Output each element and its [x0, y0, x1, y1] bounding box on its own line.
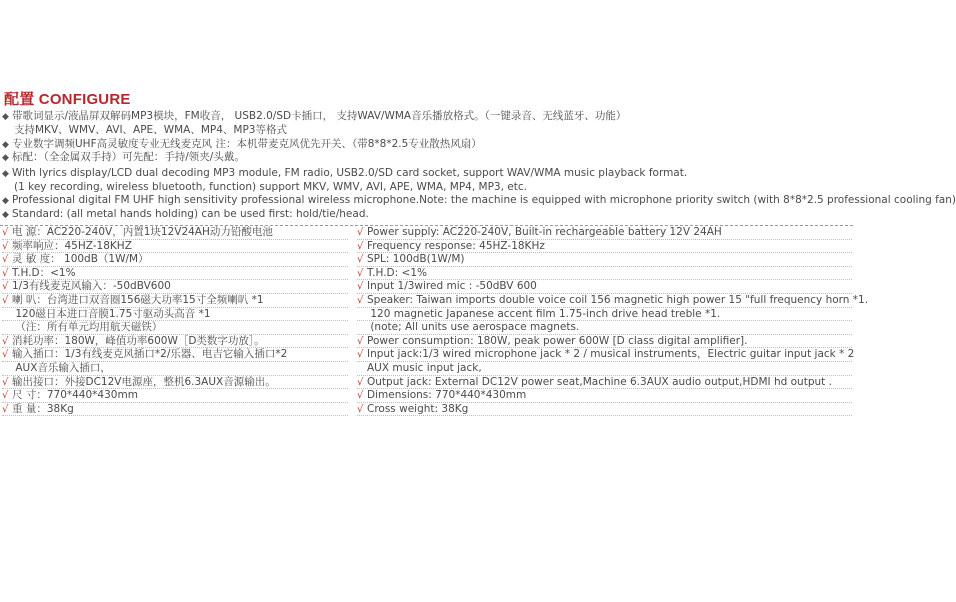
- section-title-en: CONFIGURE: [38, 91, 131, 108]
- spec-cn-row: [2, 403, 348, 417]
- spec-cn-row: [2, 226, 348, 240]
- spec-cn-text: 灵 敏 度： 100dB（1W/M）: [12, 253, 149, 266]
- checkmark-icon: √: [357, 240, 364, 252]
- spec-en-row: [357, 267, 852, 281]
- checkmark-icon: √: [2, 281, 9, 293]
- spec-en-row: [357, 280, 852, 294]
- spec-cn-text: 1/3有线麦克风输入：-50dBV600: [12, 280, 171, 293]
- spec-en-row: [357, 308, 852, 322]
- spec-en-row: [357, 389, 852, 403]
- checkmark-icon: √: [2, 349, 9, 361]
- spec-cn-text: T.H.D：<1%: [12, 266, 76, 279]
- feature-text: Professional digital FM UHF high sensitivity professional wireless microphone.Note: the machine is equipped with microphone priority switch (with 8*8*2.5 professional cooling fan): [12, 194, 956, 206]
- feature-item: [2, 207, 369, 223]
- spec-cn-row: [2, 335, 348, 349]
- spec-cn-row: [2, 280, 348, 294]
- checkmark-icon: √: [357, 227, 364, 238]
- checkmark-icon: √: [357, 281, 364, 293]
- checkmark-icon: √: [357, 349, 364, 361]
- spec-en-row: [357, 240, 852, 254]
- section-title-cn: 配置: [4, 91, 35, 108]
- spec-cn-text: 输出接口：外接DC12V电源座，整机6.3AUX音源输出。: [12, 375, 276, 388]
- feature-text: 标配：（全金属双手持）可先配：手持/领夹/头戴。: [12, 151, 245, 163]
- spec-cn-text: 重 量：38Kg: [12, 402, 74, 415]
- feature-text: 专业数字调频UHF高灵敏度专业无线麦克风 注：本机带麦克风优先开关、（带8*8*2.5专业散热风扇）: [12, 138, 482, 150]
- diamond-bullet-icon: ◆: [2, 140, 9, 150]
- checkmark-icon: √: [2, 254, 9, 266]
- spec-cn-row: [2, 294, 348, 308]
- spec-en-row: [357, 321, 852, 335]
- spec-en-row: [357, 226, 852, 240]
- spec-en-text: Speaker: Taiwan imports double voice coil 156 magnetic high power 15 "full frequency horn *1.: [367, 294, 869, 306]
- spec-en-text: SPL: 100dB(1W/M): [367, 253, 465, 266]
- spec-en-row: [357, 348, 855, 362]
- checkmark-icon: √: [357, 267, 364, 279]
- checkmark-icon: √: [357, 390, 364, 402]
- spec-cn-row: [2, 389, 348, 403]
- spec-en-text: 120 magnetic Japanese accent film 1.75-inch drive head treble *1.: [367, 307, 721, 320]
- section-title: [4, 88, 131, 109]
- spec-cn-text: 电 源：AC220-240V，内置1块12V24AH动力铅酸电池: [12, 226, 273, 238]
- spec-en-text: Power consumption: 180W, peak power 600W [D class digital amplifier].: [367, 334, 748, 347]
- checkmark-icon: √: [2, 390, 9, 402]
- spec-en-text: Input 1/3wired mic : -50dBV 600: [367, 280, 537, 293]
- feature-text: 带歌词显示/液晶屏双解码MP3模块，FM收音， USB2.0/SD卡插口， 支持WAV/WMA音乐播放格式。（一键录音、无线蓝牙、功能）: [12, 110, 627, 122]
- spec-en-text: AUX music input jack,: [367, 362, 482, 374]
- diamond-bullet-icon: ◆: [2, 196, 9, 206]
- spec-cn-text: 120磁日本进口音膜1.75寸驱动头高音 *1: [12, 307, 211, 320]
- spec-en-text: Output jack: External DC12V power seat,Machine 6.3AUX audio output,HDMI hd output .: [367, 375, 832, 388]
- feature-item: [2, 150, 245, 166]
- spec-cn-row: [2, 240, 348, 254]
- spec-en-row: [357, 376, 852, 390]
- spec-cn-row: [2, 362, 348, 376]
- row-divider: [2, 415, 348, 416]
- spec-cn-text: AUX音乐输入插口，: [12, 362, 111, 374]
- checkmark-icon: √: [2, 240, 9, 252]
- feature-text: (1 key recording, wireless bluetooth, function) support MKV, WMV, AVI, APE, WMA, MP4, MP3, etc.: [14, 181, 527, 193]
- spec-en-text: Input jack:1/3 wired microphone jack * 2 / musical instruments，Electric guitar input jack * 2: [367, 348, 855, 361]
- spec-cn-text: 消耗功率：180W，峰值功率600W［D类数字功放］。: [12, 334, 265, 347]
- spec-en-text: Power supply: AC220-240V, Built-in rechargeable battery 12V 24AH: [367, 226, 722, 238]
- spec-en-text: Dimensions: 770*440*430mm: [367, 389, 527, 402]
- checkmark-icon: √: [2, 227, 9, 238]
- spec-en-text: Cross weight: 38Kg: [367, 402, 469, 415]
- spec-cn-text: 频率响应：45HZ-18KHZ: [12, 239, 132, 252]
- diamond-bullet-icon: ◆: [2, 210, 9, 220]
- spec-en-row: [357, 294, 869, 308]
- diamond-bullet-icon: ◆: [2, 153, 9, 163]
- spec-cn-row: [2, 321, 348, 335]
- spec-cn-row: [2, 308, 348, 322]
- checkmark-icon: √: [357, 403, 364, 415]
- feature-text: Standard: (all metal hands holding) can be used first: hold/tie/head.: [12, 208, 369, 220]
- checkmark-icon: √: [357, 254, 364, 266]
- feature-text: With lyrics display/LCD dual decoding MP3 module, FM radio, USB2.0/SD card socket, support WAV/WMA music playback format.: [12, 167, 688, 179]
- spec-cn-row: [2, 267, 348, 281]
- spec-en-text: Frequency response: 45HZ-18KHz: [367, 239, 545, 252]
- feature-item: [14, 123, 287, 138]
- spec-en-row: [357, 253, 852, 267]
- spec-en-row: [357, 335, 852, 349]
- spec-cn-row: [2, 253, 348, 267]
- checkmark-icon: √: [2, 335, 9, 347]
- checkmark-icon: √: [2, 376, 9, 388]
- spec-cn-row: [2, 376, 348, 390]
- checkmark-icon: √: [357, 295, 364, 306]
- diamond-bullet-icon: ◆: [2, 112, 9, 122]
- spec-cn-row: [2, 348, 348, 362]
- diamond-bullet-icon: ◆: [2, 169, 9, 179]
- spec-cn-text: 喇 叭：台湾进口双音圈156磁大功率15寸全频喇叭 *1: [12, 294, 264, 306]
- spec-en-text: (note; All units use aerospace magnets.: [367, 321, 580, 334]
- row-divider: [357, 415, 852, 416]
- spec-en-text: T.H.D: <1%: [367, 266, 427, 279]
- spec-cn-text: 输入插口：1/3有线麦克风插口*2/乐器、电吉它输入插口*2: [12, 348, 288, 361]
- spec-cn-text: 尺 寸：770*440*430mm: [12, 389, 138, 402]
- spec-cn-text: （注：所有单元均用航天磁铁）: [12, 321, 163, 334]
- feature-text: 支持MKV、WMV、AVI、APE、WMA、MP4、MP3等格式: [14, 124, 287, 136]
- checkmark-icon: √: [357, 335, 364, 347]
- checkmark-icon: √: [2, 295, 9, 306]
- spec-en-row: [357, 403, 852, 417]
- spec-en-row: [357, 362, 852, 376]
- checkmark-icon: √: [2, 403, 9, 415]
- checkmark-icon: √: [357, 376, 364, 388]
- checkmark-icon: √: [2, 267, 9, 279]
